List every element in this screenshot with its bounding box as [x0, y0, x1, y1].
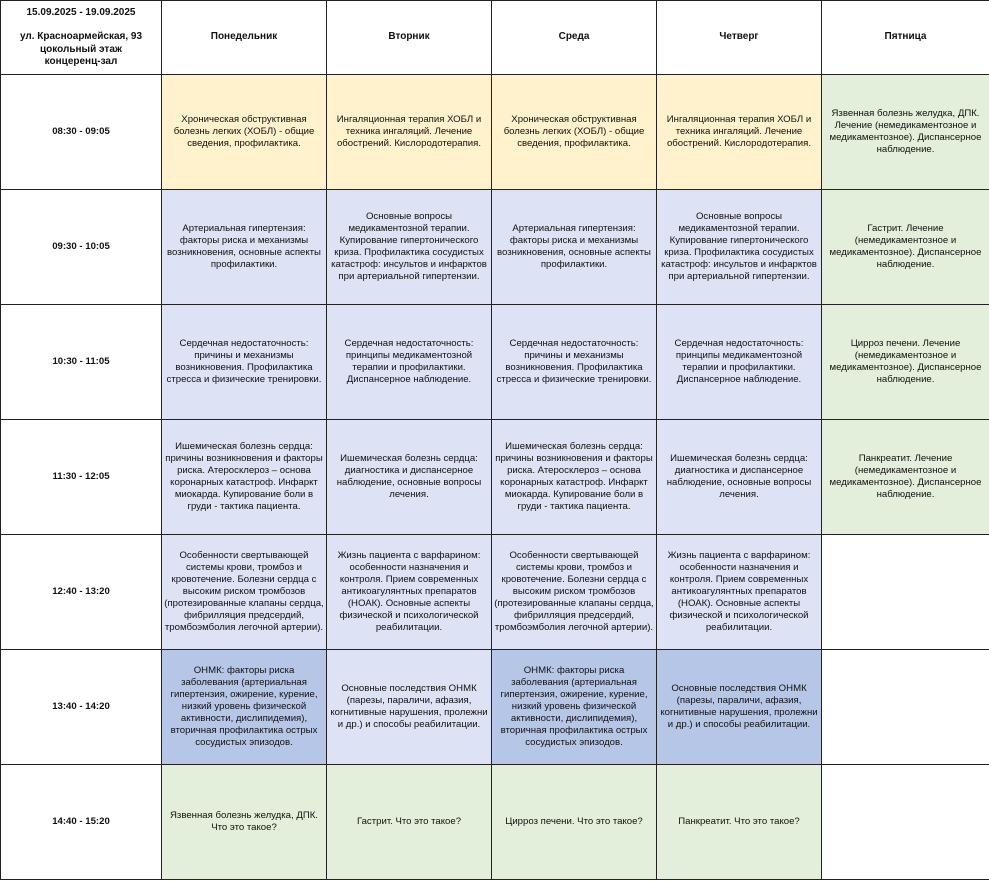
lecture-cell-thursday: Ингаляционная терапия ХОБЛ и техника ингаляций. Лечение обострений. Кислородотерапия.: [657, 75, 822, 190]
lecture-cell-monday: Сердечная недостаточность: причины и механизмы возникновения. Профилактика стресса и физические тренировки.: [162, 305, 327, 420]
table-row: [1, 765, 989, 880]
lecture-cell-friday: Панкреатит. Лечение (немедикаментозное и медикаментозное). Диспансерное наблюдение.: [822, 420, 989, 535]
time-slot: 13:40 - 14:20: [1, 650, 162, 765]
lecture-cell-wednesday: Хроническая обструктивная болезнь легких (ХОБЛ) - общие сведения, профилактика.: [492, 75, 657, 190]
lecture-cell-tuesday: Ингаляционная терапия ХОБЛ и техника ингаляций. Лечение обострений. Кислородотерапия.: [327, 75, 492, 190]
lecture-cell-tuesday: Ишемическая болезнь сердца: диагностика и диспансерное наблюдение, основные вопросы лечения.: [327, 420, 492, 535]
table-row: [1, 535, 989, 650]
day-header-tuesday: Вторник: [327, 1, 492, 75]
lecture-cell-monday: Хроническая обструктивная болезнь легких (ХОБЛ) - общие сведения, профилактика.: [162, 75, 327, 190]
lecture-cell-friday: Гастрит. Лечение (немедикаментозное и медикаментозное). Диспансерное наблюдение.: [822, 190, 989, 305]
lecture-cell-friday: [822, 535, 989, 650]
lecture-cell-wednesday: Ишемическая болезнь сердца: причины возникновения и факторы риска. Атеросклероз – основа коронарных катастроф. Инфаркт миокарда. Купирование боли в груди - тактика пациента.: [492, 420, 657, 535]
lecture-cell-wednesday: Особенности свертывающей системы крови, тромбоз и кровотечение. Болезни сердца с высоким риском тромбозов (протезированные клапаны сердца, фибрилляция предсердий, тромбоэмболия легочной артерии).: [492, 535, 657, 650]
table-row: [1, 75, 989, 190]
lecture-cell-wednesday: Цирроз печени. Что это такое?: [492, 765, 657, 880]
lecture-cell-monday: Артериальная гипертензия: факторы риска и механизмы возникновения, основные аспекты профилактики.: [162, 190, 327, 305]
day-header-monday: Понедельник: [162, 1, 327, 75]
day-header-thursday: Четверг: [657, 1, 822, 75]
lecture-cell-monday: Особенности свертывающей системы крови, тромбоз и кровотечение. Болезни сердца с высоким риском тромбозов (протезированные клапаны сердца, фибрилляция предсердий, тромбоэмболия легочной артерии).: [162, 535, 327, 650]
lecture-cell-thursday: Сердечная недостаточность: принципы медикаментозной терапии и профилактики. Диспансерное наблюдение.: [657, 305, 822, 420]
lecture-cell-monday: ОНМК: факторы риска заболевания (артериальная гипертензия, ожирение, курение, низкий уровень физической активности, дислипидемия), вторичная профилактика острых сосудистых эпизодов.: [162, 650, 327, 765]
hall: концеренц-зал: [44, 55, 118, 67]
time-slot: 10:30 - 11:05: [1, 305, 162, 420]
time-slot: 11:30 - 12:05: [1, 420, 162, 535]
lecture-cell-monday: Ишемическая болезнь сердца: причины возникновения и факторы риска. Атеросклероз – основа коронарных катастроф. Инфаркт миокарда. Купирование боли в груди - тактика пациента.: [162, 420, 327, 535]
lecture-cell-thursday: Ишемическая болезнь сердца: диагностика и диспансерное наблюдение, основные вопросы лечения.: [657, 420, 822, 535]
lecture-cell-wednesday: Сердечная недостаточность: причины и механизмы возникновения. Профилактика стресса и физические тренировки.: [492, 305, 657, 420]
lecture-cell-tuesday: Основные последствия ОНМК (парезы, параличи, афазия, когнитивные нарушения, пролежни и др.) и способы реабилитации.: [327, 650, 492, 765]
lecture-cell-monday: Язвенная болезнь желудка, ДПК. Что это такое?: [162, 765, 327, 880]
lecture-cell-friday: [822, 650, 989, 765]
lecture-cell-thursday: Панкреатит. Что это такое?: [657, 765, 822, 880]
lecture-cell-thursday: Основные вопросы медикаментозной терапии. Купирование гипертонического криза. Профилактика сосудистых катастроф: инсультов и инфарктов при артериальной гипертензии.: [657, 190, 822, 305]
lecture-cell-tuesday: Жизнь пациента с варфарином: особенности назначения и контроля. Прием современных антикоагулянтных препаратов (НОАК). Основные аспекты физической и психологической реабилитации.: [327, 535, 492, 650]
lecture-cell-friday: Цирроз печени. Лечение (немедикаментозное и медикаментозное). Диспансерное наблюдение.: [822, 305, 989, 420]
lecture-cell-wednesday: ОНМК: факторы риска заболевания (артериальная гипертензия, ожирение, курение, низкий уровень физической активности, дислипидемия), вторичная профилактика острых сосудистых эпизодов.: [492, 650, 657, 765]
lecture-cell-friday: [822, 765, 989, 880]
time-slot: 12:40 - 13:20: [1, 535, 162, 650]
time-slot: 08:30 - 09:05: [1, 75, 162, 190]
lecture-cell-thursday: Основные последствия ОНМК (парезы, параличи, афазия, когнитивные нарушения, пролежни и др.) и способы реабилитации.: [657, 650, 822, 765]
lecture-cell-thursday: Жизнь пациента с варфарином: особенности назначения и контроля. Прием современных антикоагулянтных препаратов (НОАК). Основные аспекты физической и психологической реабилитации.: [657, 535, 822, 650]
day-header-wednesday: Среда: [492, 1, 657, 75]
address: ул. Красноармейская, 93: [19, 31, 143, 43]
lecture-cell-wednesday: Артериальная гипертензия: факторы риска и механизмы возникновения, основные аспекты профилактики.: [492, 190, 657, 305]
lecture-cell-tuesday: Сердечная недостаточность: принципы медикаментозной терапии и профилактики. Диспансерное наблюдение.: [327, 305, 492, 420]
date-range: 15.09.2025 - 19.09.2025: [26, 6, 136, 18]
table-row: [1, 190, 989, 305]
lecture-cell-tuesday: Основные вопросы медикаментозной терапии. Купирование гипертонического криза. Профилактика сосудистых катастроф: инсультов и инфарктов при артериальной гипертензии.: [327, 190, 492, 305]
lecture-cell-tuesday: Гастрит. Что это такое?: [327, 765, 492, 880]
lecture-cell-friday: Язвенная болезнь желудка, ДПК. Лечение (немедикаментозное и медикаментозное). Диспансерное наблюдение.: [822, 75, 989, 190]
day-header-friday: Пятница: [822, 1, 989, 75]
time-slot: 09:30 - 10:05: [1, 190, 162, 305]
header-corner: [1, 1, 162, 75]
table-row: [1, 650, 989, 765]
table-row: [1, 420, 989, 535]
time-slot: 14:40 - 15:20: [1, 765, 162, 880]
header-row: [1, 1, 989, 75]
table-row: [1, 305, 989, 420]
floor: цокольный этаж: [40, 43, 122, 55]
